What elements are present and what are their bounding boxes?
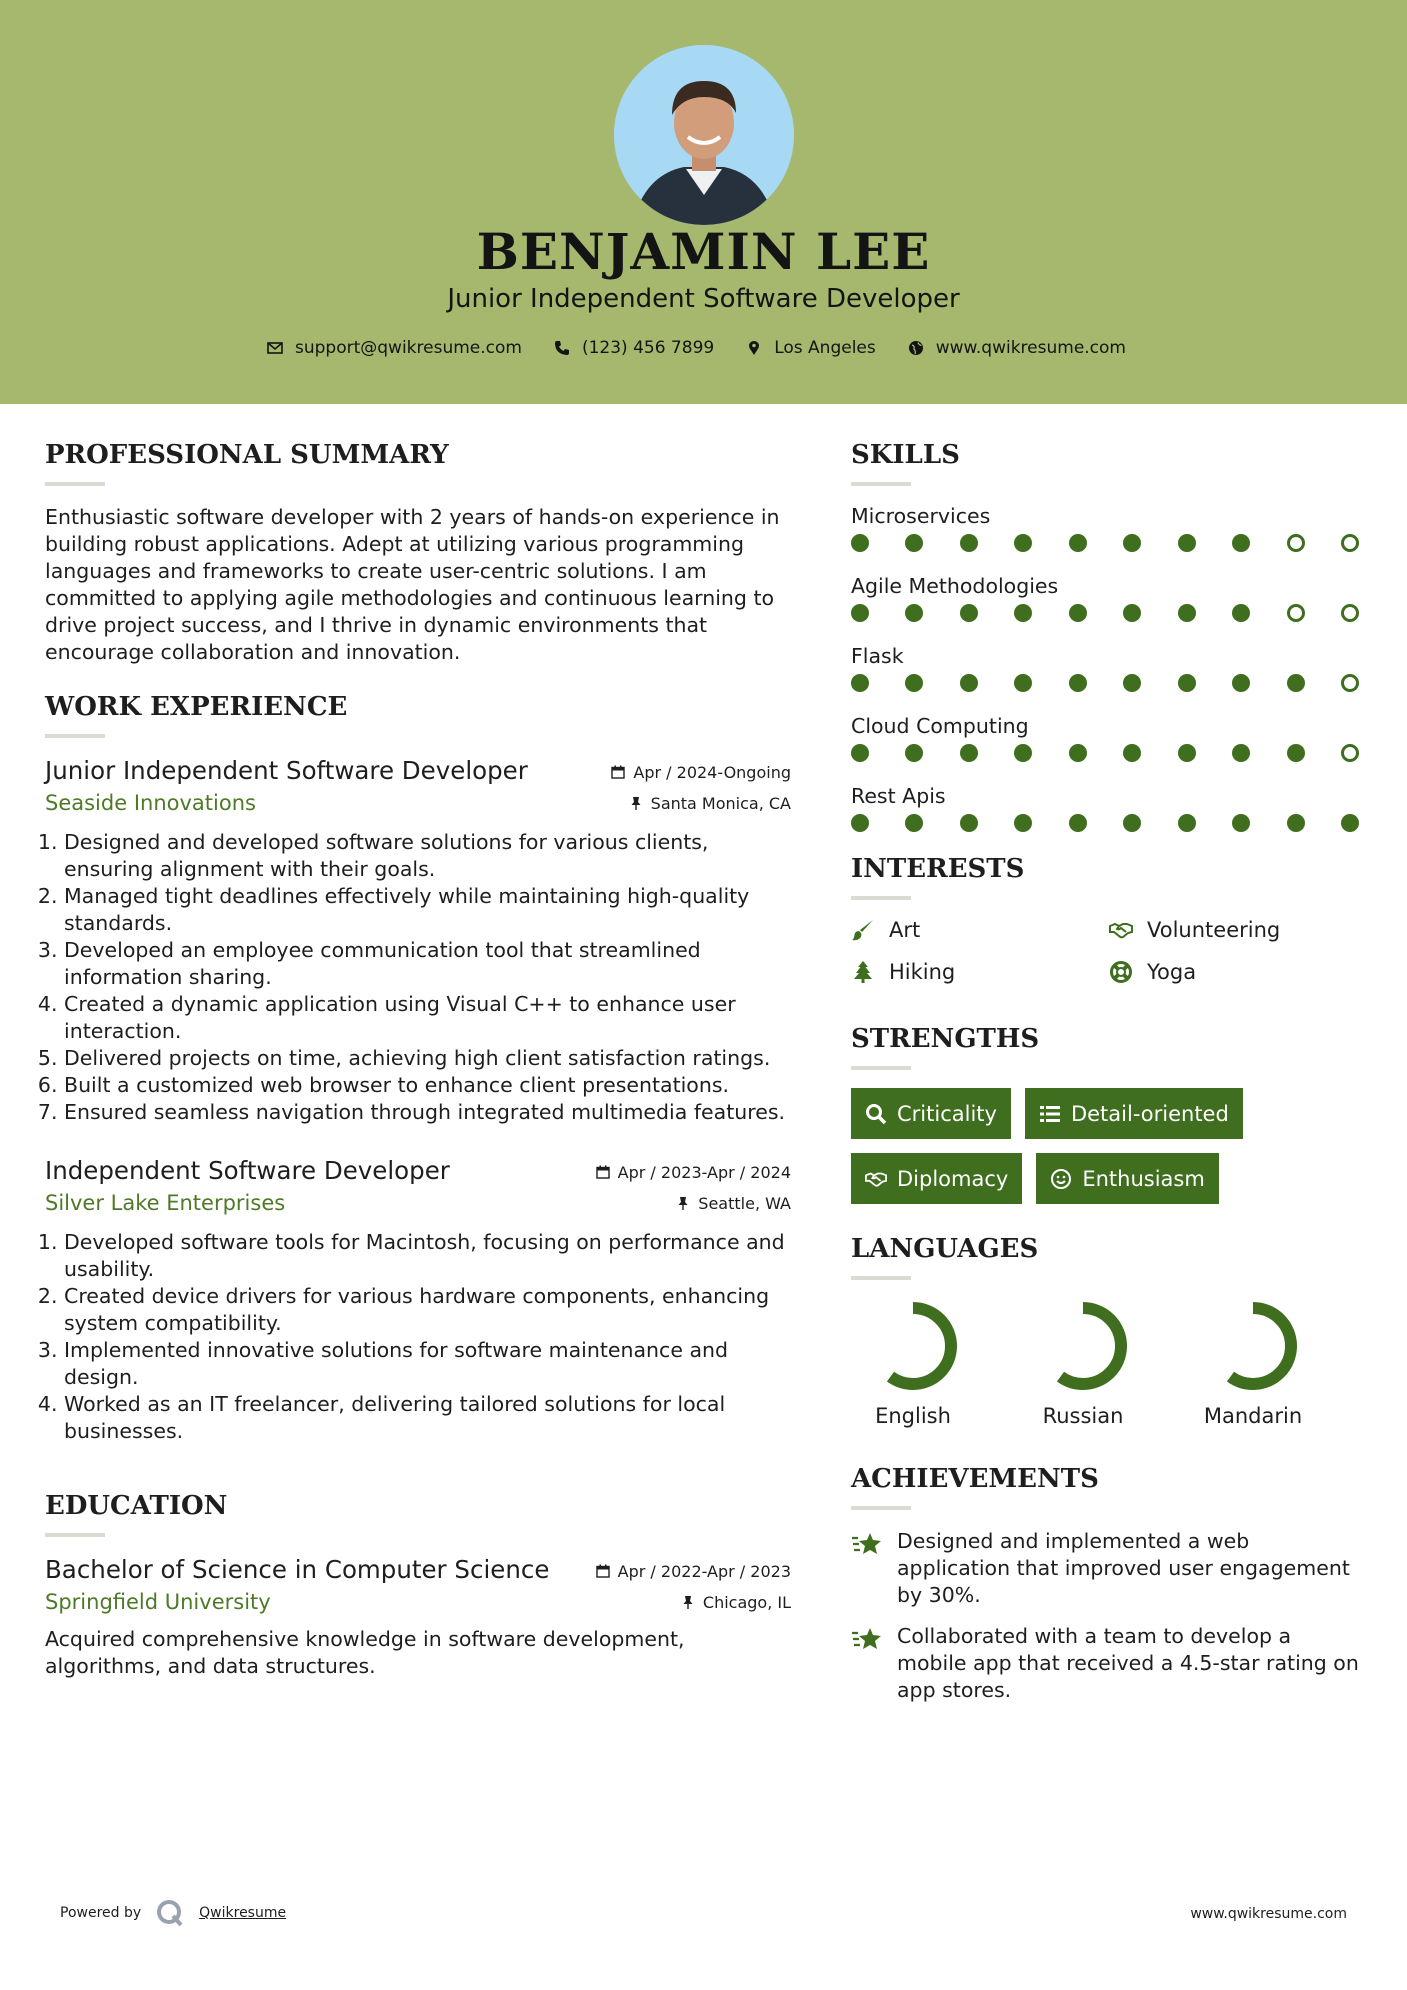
list-item: 2. Managed tight deadlines effectively while maintaining high-quality standards. — [64, 883, 791, 937]
contact-location-text: Los Angeles — [774, 338, 876, 358]
pushpin-icon — [629, 796, 643, 810]
rating-dot-filled — [960, 744, 978, 762]
language-ring-arc — [1045, 1308, 1121, 1384]
candidate-name: BENJAMIN LEE — [476, 222, 931, 281]
rating-dot-filled — [851, 744, 869, 762]
footer-site[interactable]: www.qwikresume.com — [1190, 1906, 1347, 1922]
interest-label: Yoga — [1147, 960, 1197, 984]
list-item: 2. Created device drivers for various hardware components, enhancing system compatibility. — [64, 1283, 791, 1337]
right-column — [851, 440, 1367, 1718]
skills-heading: SKILLS — [851, 440, 960, 470]
star-trophy-icon — [851, 1625, 883, 1655]
achievement-item — [851, 1623, 1367, 1704]
job-entry — [45, 756, 791, 1126]
list-item: 5. Delivered projects on time, achieving high client satisfaction ratings. — [64, 1045, 791, 1072]
rating-dot-filled — [905, 534, 923, 552]
summary-heading: PROFESSIONAL SUMMARY — [45, 440, 449, 470]
rating-dot-filled — [1123, 744, 1141, 762]
tree-icon — [851, 960, 875, 984]
left-column — [45, 440, 791, 1680]
skills-list — [851, 504, 1367, 832]
header-band — [0, 0, 1407, 404]
interest-label: Hiking — [889, 960, 956, 984]
interest-label: Art — [889, 918, 921, 942]
strength-chip — [851, 1088, 1011, 1139]
handshake-icon — [1109, 918, 1133, 942]
language-ring — [1035, 1298, 1131, 1394]
achievements-rule — [851, 1506, 911, 1510]
education-rule — [45, 1533, 105, 1537]
rating-dot-filled — [1014, 674, 1032, 692]
language-ring-arc — [1215, 1308, 1291, 1384]
interests-grid — [851, 918, 1367, 984]
interest-item — [1109, 918, 1367, 942]
language-ring-arc — [875, 1308, 951, 1384]
strength-chip — [851, 1153, 1022, 1204]
skill-rating — [851, 534, 1359, 552]
rating-dot-filled — [851, 534, 869, 552]
rating-dot-filled — [1123, 674, 1141, 692]
contact-location — [746, 338, 876, 358]
envelope-icon — [267, 340, 283, 356]
interest-item — [851, 960, 1109, 984]
rating-dot-filled — [1123, 604, 1141, 622]
list-item: 4. Worked as an IT freelancer, delivering tailored solutions for local businesses. — [64, 1391, 791, 1445]
rating-dot-filled — [1069, 604, 1087, 622]
contact-phone-text: (123) 456 7899 — [581, 338, 715, 358]
rating-dot-filled — [1014, 814, 1032, 832]
profile-photo — [614, 45, 794, 225]
contact-bar — [0, 338, 1407, 358]
contact-email[interactable] — [267, 338, 522, 358]
list-item: 3. Implemented innovative solutions for software maintenance and design. — [64, 1337, 791, 1391]
rating-dot-filled — [851, 674, 869, 692]
strength-chip — [1036, 1153, 1218, 1204]
job-location-text: Seattle, WA — [698, 1193, 791, 1213]
job-bullets — [45, 1229, 791, 1445]
rating-dot-filled — [1287, 674, 1305, 692]
company-name: Silver Lake Enterprises — [45, 1191, 286, 1215]
rating-dot-filled — [960, 674, 978, 692]
rating-dot-filled — [1287, 814, 1305, 832]
strength-label: Diplomacy — [897, 1166, 1009, 1191]
rating-dot-filled — [1178, 534, 1196, 552]
strengths-rule — [851, 1066, 911, 1070]
strengths-heading: STRENGTHS — [851, 1024, 1040, 1054]
language-name: Russian — [1042, 1404, 1124, 1428]
job-date-text: Apr / 2024-Ongoing — [633, 762, 791, 782]
calendar-icon — [611, 765, 625, 779]
rating-dot-filled — [1123, 534, 1141, 552]
list-item: 1. Designed and developed software solutions for various clients, ensuring alignment with their goals. — [64, 829, 791, 883]
skill-rating — [851, 604, 1359, 622]
rating-dot-empty — [1341, 674, 1359, 692]
calendar-icon — [596, 1564, 610, 1578]
rating-dot-filled — [1123, 814, 1141, 832]
rating-dot-filled — [960, 814, 978, 832]
rating-dot-empty — [1287, 604, 1305, 622]
language-item — [851, 1298, 975, 1428]
experience-rule — [45, 734, 105, 738]
rating-dot-filled — [1069, 814, 1087, 832]
rating-dot-filled — [1341, 814, 1359, 832]
calendar-icon — [596, 1165, 610, 1179]
skill-name: Microservices — [851, 504, 991, 528]
rating-dot-filled — [1178, 604, 1196, 622]
star-trophy-icon — [851, 1530, 883, 1560]
rating-dot-filled — [1232, 604, 1250, 622]
avatar — [614, 45, 794, 225]
rating-dot-filled — [1287, 744, 1305, 762]
job-location — [676, 1194, 791, 1213]
language-ring — [1205, 1298, 1301, 1394]
map-pin-icon — [746, 340, 762, 356]
achievement-item — [851, 1528, 1367, 1609]
candidate-role: Junior Independent Software Developer — [447, 284, 960, 314]
education-heading: EDUCATION — [45, 1491, 228, 1521]
skill-name: Cloud Computing — [851, 714, 1029, 738]
interests-rule — [851, 896, 911, 900]
achievements-list — [851, 1528, 1367, 1704]
education-location-text: Chicago, IL — [702, 1592, 791, 1612]
strength-label: Enthusiasm — [1082, 1166, 1205, 1191]
handshake-icon — [865, 1168, 887, 1190]
rating-dot-empty — [1341, 534, 1359, 552]
rating-dot-filled — [1014, 604, 1032, 622]
rating-dot-filled — [1069, 674, 1087, 692]
skill-name: Agile Methodologies — [851, 574, 1059, 598]
rating-dot-filled — [960, 604, 978, 622]
rating-dot-filled — [851, 814, 869, 832]
summary-rule — [45, 482, 105, 486]
rating-dot-filled — [1232, 814, 1250, 832]
language-item — [1021, 1298, 1145, 1428]
education-date — [596, 1562, 791, 1581]
rating-dot-empty — [1341, 604, 1359, 622]
job-entry — [45, 1156, 791, 1445]
strength-chip — [1025, 1088, 1243, 1139]
list-item: 3. Developed an employee communication tool that streamlined information sharing. — [64, 937, 791, 991]
lifering-icon — [1109, 960, 1133, 984]
pushpin-icon — [676, 1196, 690, 1210]
strengths-chips — [851, 1088, 1367, 1204]
degree-title: Bachelor of Science in Computer Science — [45, 1555, 550, 1584]
achievement-text: Collaborated with a team to develop a mobile app that received a 4.5-star rating on app stores. — [897, 1624, 1359, 1702]
rating-dot-empty — [1341, 744, 1359, 762]
interests-heading: INTERESTS — [851, 854, 1025, 884]
interest-item — [1109, 960, 1367, 984]
rating-dot-filled — [905, 604, 923, 622]
job-date-text: Apr / 2023-Apr / 2024 — [617, 1162, 791, 1182]
languages-heading: LANGUAGES — [851, 1234, 1039, 1264]
rating-dot-filled — [1178, 744, 1196, 762]
list-item: 1. Developed software tools for Macintosh, focusing on performance and usability. — [64, 1229, 791, 1283]
contact-phone[interactable] — [554, 338, 714, 358]
rating-dot-filled — [1178, 814, 1196, 832]
languages-rule — [851, 1276, 911, 1280]
list-item: 4. Created a dynamic application using Visual C++ to enhance user interaction. — [64, 991, 791, 1045]
languages-list — [851, 1298, 1367, 1428]
job-bullets — [45, 829, 791, 1126]
interest-label: Volunteering — [1147, 918, 1281, 942]
summary-text: Enthusiastic software developer with 2 years of hands-on experience in building robust applications. Adept at utilizing various programming languages and frameworks to create user-centric solutions. I am committed to applying agile methodologies and continuous learning to drive project success, and I thrive in dynamic environments that encourage collaboration and innovation. — [45, 505, 780, 664]
qwikresume-logo-icon — [155, 1898, 185, 1928]
education-date-text: Apr / 2022-Apr / 2023 — [617, 1561, 791, 1581]
rating-dot-filled — [1232, 674, 1250, 692]
rating-dot-filled — [1232, 534, 1250, 552]
powered-by-label: Powered by — [60, 1905, 142, 1921]
experience-heading: WORK EXPERIENCE — [45, 692, 348, 722]
strength-label: Criticality — [897, 1101, 997, 1126]
job-date — [596, 1163, 791, 1182]
language-name: English — [875, 1404, 951, 1428]
paintbrush-icon — [851, 918, 875, 942]
job-title: Independent Software Developer — [45, 1156, 450, 1185]
list-item: 6. Built a customized web browser to enhance client presentations. — [64, 1072, 791, 1099]
rating-dot-filled — [851, 604, 869, 622]
skill-name: Rest Apis — [851, 784, 946, 808]
language-item — [1191, 1298, 1315, 1428]
language-name: Mandarin — [1203, 1404, 1303, 1428]
company-name: Seaside Innovations — [45, 791, 256, 815]
skill-name: Flask — [851, 644, 904, 668]
list-item: 7. Ensured seamless navigation through integrated multimedia features. — [64, 1099, 791, 1126]
school-name: Springfield University — [45, 1590, 271, 1614]
job-location-text: Santa Monica, CA — [650, 793, 791, 813]
rating-dot-filled — [960, 534, 978, 552]
rating-dot-filled — [1178, 674, 1196, 692]
rating-dot-filled — [905, 814, 923, 832]
rating-dot-empty — [1287, 534, 1305, 552]
contact-email-text: support@qwikresume.com — [295, 338, 522, 358]
skill-rating — [851, 814, 1359, 832]
rating-dot-filled — [905, 744, 923, 762]
rating-dot-filled — [1069, 534, 1087, 552]
achievement-text: Designed and implemented a web application that improved user engagement by 30%. — [897, 1529, 1350, 1607]
skill-rating — [851, 674, 1359, 692]
globe-icon — [908, 340, 924, 356]
pushpin-icon — [681, 1595, 695, 1609]
footer-powered-by — [60, 1898, 286, 1928]
strength-label: Detail-oriented — [1070, 1101, 1229, 1126]
achievements-heading: ACHIEVEMENTS — [851, 1464, 1099, 1494]
job-location — [629, 794, 791, 813]
search-icon — [865, 1103, 887, 1125]
rating-dot-filled — [1014, 744, 1032, 762]
job-title: Junior Independent Software Developer — [45, 756, 528, 785]
interest-item — [851, 918, 1109, 942]
rating-dot-filled — [1232, 744, 1250, 762]
rating-dot-filled — [1014, 534, 1032, 552]
list-icon — [1039, 1103, 1061, 1125]
contact-website-text: www.qwikresume.com — [935, 338, 1126, 358]
contact-website[interactable] — [908, 338, 1126, 358]
skills-rule — [851, 482, 911, 486]
rating-dot-filled — [1069, 744, 1087, 762]
phone-icon — [554, 340, 570, 356]
education-text: Acquired comprehensive knowledge in software development, algorithms, and data structures. — [45, 1627, 685, 1678]
job-date — [611, 763, 791, 782]
education-location — [681, 1593, 791, 1612]
skill-rating — [851, 744, 1359, 762]
language-ring — [865, 1298, 961, 1394]
brand-link[interactable]: Qwikresume — [199, 1905, 287, 1921]
rating-dot-filled — [905, 674, 923, 692]
education-entry — [45, 1555, 791, 1680]
smile-icon — [1050, 1168, 1072, 1190]
